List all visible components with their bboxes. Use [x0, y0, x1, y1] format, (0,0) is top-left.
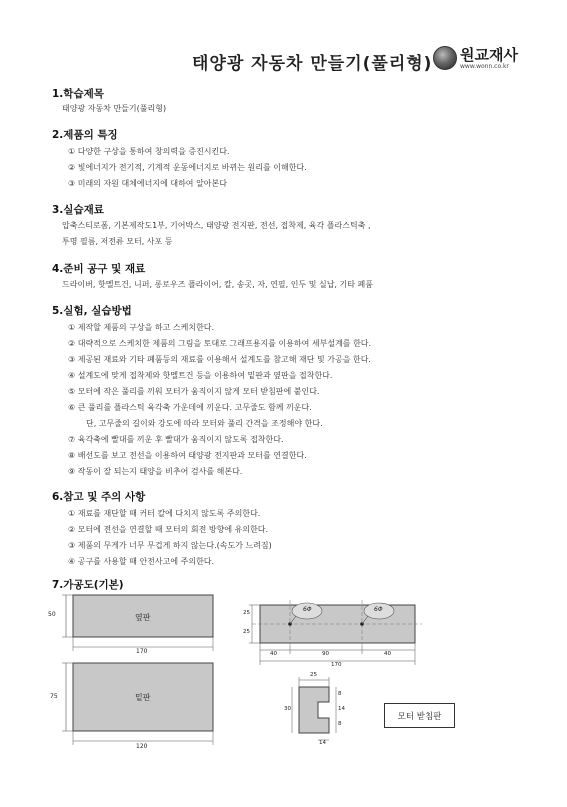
axle-plate-dim-right: 40 [384, 651, 391, 657]
section-5-line: ② 대략적으로 스케치한 제품의 그림을 토대로 그래프용지를 이용하여 세부설계를 한다. [68, 339, 372, 348]
section-5-line: ④ 설계도에 맞게 접착제와 핫멜트건 등을 이용하여 밑판과 옆판을 접착한다. [68, 371, 333, 380]
section-4-line: 드라이버, 핫멜트건, 니퍼, 롱로우즈 플라이어, 칼, 송곳, 자, 연필, 인두 및 실납, 기타 폐품 [62, 280, 373, 289]
motor-mount-dim-bottom: 14 [319, 740, 326, 746]
bottom-panel-height: 75 [50, 693, 58, 700]
section-5-line: ⑧ 배선도를 보고 전선을 이용하여 태양광 전지판과 모터를 연결한다. [68, 451, 307, 460]
section-3-heading: 3.실습재료 [52, 204, 104, 216]
axle-hole-left-label: 6Φ [303, 606, 312, 613]
section-7-heading: 7.가공도(기본) [52, 579, 124, 591]
motor-mount-shape [299, 687, 329, 733]
section-3-line: 투명 필름, 저전류 모터, 사포 등 [62, 237, 173, 246]
logo-name: 원교재사 [460, 46, 518, 64]
logo-url: www.wonn.co.kr [460, 63, 509, 70]
motor-mount-label: 모터 받침판 [384, 703, 455, 728]
section-5-line: ① 제작할 제품의 구상을 하고 스케치한다. [68, 323, 215, 332]
section-5-line: ③ 제공된 재료와 기타 폐품등의 재료를 이용해서 설계도를 참고해 재단 및 가공을 한다. [68, 355, 371, 364]
axle-hole-right-label: 6Φ [374, 606, 383, 613]
section-6-heading: 6.참고 및 주의 사항 [52, 491, 146, 503]
section-5-line: ⑦ 육각축에 빨대를 끼운 후 빨대가 움직이지 않도록 접착한다. [68, 435, 284, 444]
section-6-line: ③ 제품의 무게가 너무 무겁게 하지 않는다.(속도가 느려짐) [68, 541, 272, 550]
section-6-line: ④ 공구를 사용할 때 안전사고에 주의한다. [68, 557, 215, 566]
section-5-line: ⑨ 작동이 잘 되는지 태양을 비추어 검사를 해본다. [68, 467, 243, 476]
axle-plate-dim-middle: 90 [322, 651, 329, 657]
motor-mount-dim-left: 30 [284, 706, 291, 712]
side-panel-label: 옆판 [135, 613, 151, 622]
bottom-panel-label: 밑판 [135, 693, 151, 702]
axle-plate-dim-bottom: 25 [243, 629, 250, 635]
section-2-line: ② 빛에너지가 전기적, 기계적 운동에너지로 바뀌는 원리를 이해한다. [68, 163, 307, 172]
document-title: 태양광 자동차 만들기(풀리형) [192, 54, 433, 74]
motor-mount-dim-right-1: 8 [338, 691, 342, 697]
section-1-line: 태양광 자동차 만들기(풀리형) [62, 104, 167, 113]
section-2-heading: 2.제품의 특징 [52, 129, 118, 141]
section-5-line: 단, 고무줄의 길이와 강도에 따라 모터와 풀리 간격을 조정해야 한다. [86, 419, 323, 428]
motor-mount-dim-right-2: 14 [338, 706, 345, 712]
axle-plate-dim-total: 170 [331, 662, 342, 668]
side-panel-width: 170 [136, 648, 148, 655]
section-6-line: ① 재료를 재단할 때 커터 칼에 다치지 않도록 주의한다. [68, 509, 261, 518]
section-5-line: ⑥ 큰 풀리를 플라스틱 육각축 가운데에 끼운다. 고무줄도 함께 끼운다. [68, 403, 312, 412]
section-6-line: ② 모터에 전선을 연결할 때 모터의 회전 방향에 유의한다. [68, 525, 269, 534]
section-2-line: ① 다양한 구상을 통하여 창의력을 증진시킨다. [68, 147, 230, 156]
section-3-line: 압축스티로폼, 기본제작도1부, 기어박스, 태양광 전지판, 전선, 접착제, 육각 플라스틱축 , [62, 221, 371, 230]
section-4-heading: 4.준비 공구 및 재료 [52, 263, 146, 275]
section-5-heading: 5.실험, 실습방법 [52, 305, 132, 317]
axle-plate-dim-left: 40 [270, 651, 277, 657]
section-2-line: ③ 미래의 자원 대체에너지에 대하여 알아본다 [68, 179, 227, 188]
section-1-heading: 1.학습제목 [52, 88, 104, 100]
motor-mount-dim-top: 25 [310, 672, 317, 678]
side-panel-height: 50 [48, 611, 56, 618]
bottom-panel-width: 120 [136, 743, 148, 750]
axle-plate-dim-top: 25 [243, 610, 250, 616]
section-5-line: ⑤ 모터에 작은 풀리를 끼워 모터가 움직이지 않게 모터 받침판에 붙인다. [68, 387, 320, 396]
motor-mount-dim-right-3: 8 [338, 721, 342, 727]
